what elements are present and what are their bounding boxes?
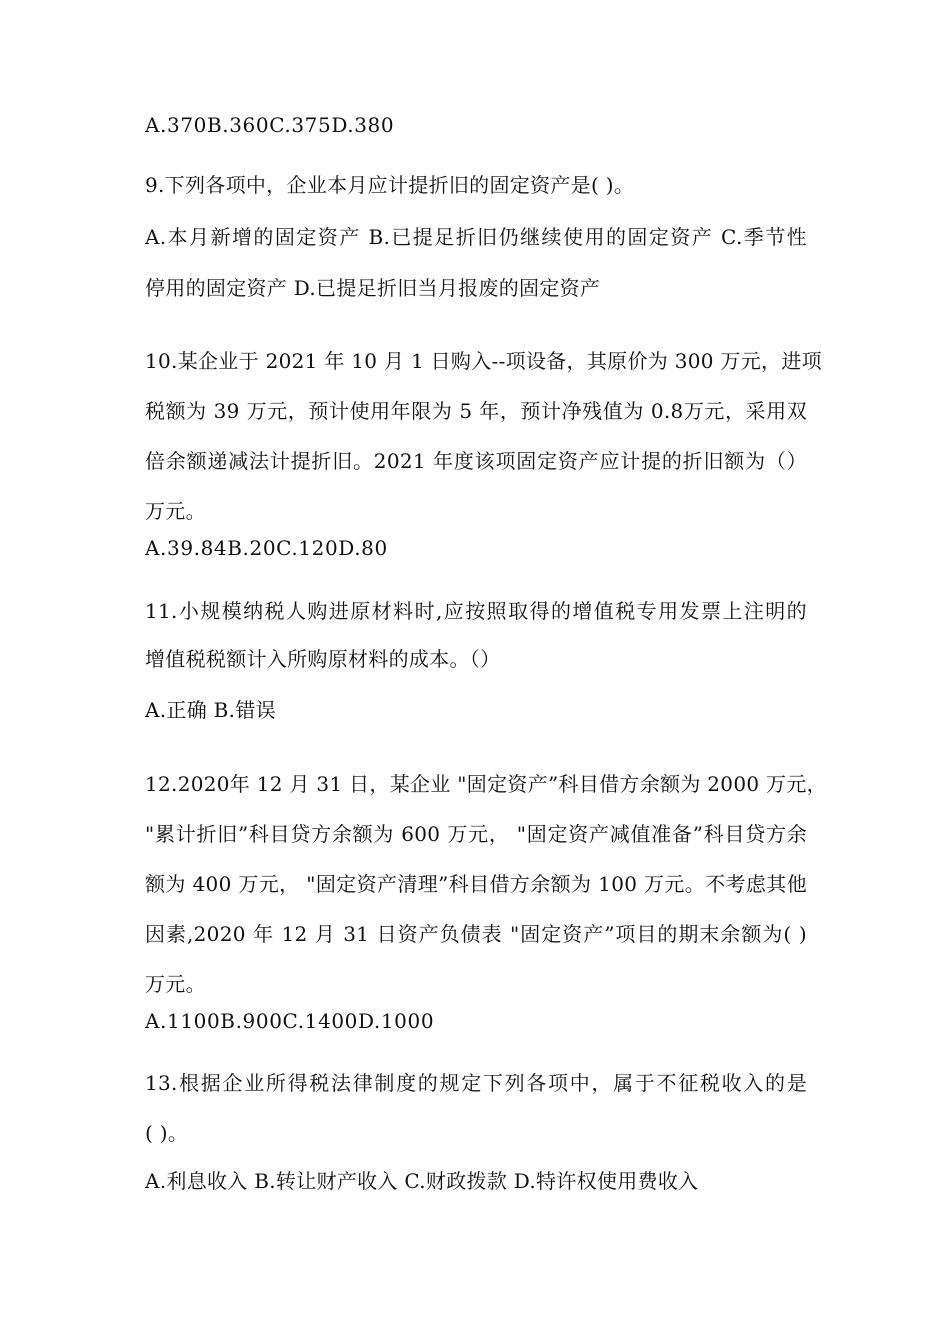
q13-stem-line-2: ( )。 [145, 1121, 189, 1145]
q10-stem-line-3: 倍余额递减法计提折旧。2021 年度该项固定资产应计提的折旧额为（） [145, 449, 807, 473]
q10-stem-line-4: 万元。 [145, 499, 206, 523]
q11-options: A.正确 B.错误 [145, 698, 276, 722]
q10-stem-line-1: 10.某企业于 2021 年 10 月 1 日购入--项设备，其原价为 300 万元，进项 [145, 349, 822, 373]
q8-options: A.370B.360C.375D.380 [145, 113, 395, 137]
q9-options-line-2: 停用的固定资产 D.已提足折旧当月报废的固定资产 [145, 276, 601, 300]
q10-options: A.39.84B.20C.120D.80 [145, 536, 388, 560]
q12-stem-line-4: 因素,2020 年 12 月 31 日资产负债表 "固定资产”项目的期末余额为( ) [145, 922, 807, 946]
q9-options-line-1: A.本月新增的固定资产 B.已提足折旧仍继续使用的固定资产 C.季节性 [145, 225, 807, 249]
q11-stem-line-1: 11.小规模纳税人购进原材料时,应按照取得的增值税专用发票上注明的 [145, 599, 807, 623]
q12-stem-line-2: "累计折旧”科目贷方余额为 600 万元， "固定资产减值准备”科目贷方余 [145, 822, 807, 846]
q12-stem-line-5: 万元。 [145, 972, 206, 996]
q13-stem-line-1: 13.根据企业所得税法律制度的规定下列各项中，属于不征税收入的是 [145, 1071, 807, 1095]
q12-stem-line-3: 额为 400 万元， "固定资产清理”科目借方余额为 100 万元。不考虑其他 [145, 872, 807, 896]
q9-stem: 9.下列各项中，企业本月应计提折旧的固定资产是( )。 [145, 173, 635, 197]
q11-stem-line-2: 增值税税额计入所购原材料的成本。（） [145, 647, 501, 671]
q13-options: A.利息收入 B.转让财产收入 C.财政拨款 D.特许权使用费收入 [145, 1169, 699, 1193]
q10-stem-line-2: 税额为 39 万元，预计使用年限为 5 年，预计净残值为 0.8万元，采用双 [145, 399, 807, 423]
q12-options: A.1100B.900C.1400D.1000 [145, 1009, 435, 1033]
q12-stem-line-1: 12.2020年 12 月 31 日，某企业 "固定资产”科目借方余额为 2000 万元， [145, 772, 827, 796]
